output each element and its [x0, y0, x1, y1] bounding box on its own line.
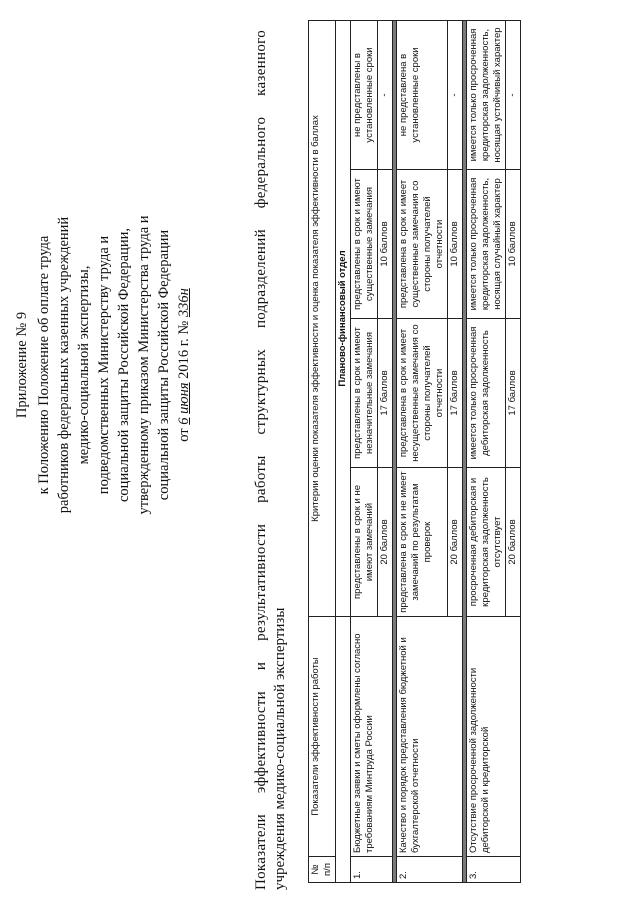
section-row: [336, 20, 351, 882]
appendix-line: медико-социальной экспертизы,: [76, 265, 92, 465]
criteria-cell: имеется только просроченная кредиторская задолженность, носящая случайный характер: [467, 170, 506, 319]
date-day: 6: [176, 417, 192, 425]
criteria-cell: имеется только просроченная кредиторская задолженность, носящая устойчивый характер: [467, 20, 506, 169]
score-cell: 10 баллов: [448, 170, 463, 319]
score-cell: 20 баллов: [506, 468, 521, 617]
appendix-line: социальной защиты Российской Федерации,: [116, 228, 132, 502]
criteria-cell: имеется только просроченная дебиторская задолженность: [467, 319, 506, 468]
score-cell: 10 баллов: [378, 170, 393, 319]
appendix-title: Приложение № 9: [14, 311, 30, 419]
heading-line-1: Показатели эффективности и результативности работы структурных подразделений федерального казенного: [253, 30, 269, 890]
score-cell: -: [506, 20, 521, 169]
row-number: 3.: [467, 857, 521, 883]
appendix-line: утвержденному приказом Министерства труда и: [136, 215, 152, 515]
score-cell: -: [448, 20, 463, 169]
heading-line-2: учреждения медико-социальной экспертизы: [272, 607, 288, 890]
criteria-cell: представлена в срок и не имеет замечаний по результатам проверок: [397, 468, 448, 617]
criteria-cell: не представлена в установленные сроки: [397, 20, 448, 169]
appendix-header: [12, 65, 194, 665]
appendix-line: подведомственных Министерству труда и: [96, 235, 112, 495]
document-heading: [252, 30, 290, 890]
date-prefix: от: [176, 428, 192, 442]
row-indicator: Бюджетные заявки и сметы оформлены согласно требованиям Минтруда России: [351, 617, 393, 857]
row-indicator: Отсутствие просроченной задолженности дебиторской и кредиторской: [467, 617, 521, 857]
appendix-date-line: [174, 65, 194, 665]
section-title: Планово-финансовый отдел: [336, 20, 351, 616]
col-number-header: № п/п: [309, 857, 336, 883]
criteria-cell: представлена в срок и имеет существенные замечания со стороны получателей отчетности: [397, 170, 448, 319]
table-header-row: [309, 20, 336, 882]
row-number: 1.: [351, 857, 393, 883]
date-month: июня: [176, 382, 192, 414]
score-cell: -: [378, 20, 393, 169]
score-cell: 20 баллов: [378, 468, 393, 617]
col-indicator-header: Показатели эффективности работы: [309, 617, 336, 857]
order-number: 336н: [176, 288, 192, 318]
criteria-cell: представлена в срок и имеет несущественные замечания со стороны получателей отчетности: [397, 319, 448, 468]
table-row: [351, 20, 378, 882]
row-indicator: Качество и порядок представления бюджетной и бухгалтерской отчетности: [397, 617, 463, 857]
kpi-table: [308, 20, 521, 883]
appendix-line: к Положению Положение об оплате труда: [36, 235, 52, 495]
appendix-line: работников федеральных казенных учреждений: [56, 216, 72, 514]
table-row: [467, 20, 506, 882]
col-criteria-header: Критерии оценки показателя эффективности и оценка показателя эффективности в баллах: [309, 20, 336, 616]
appendix-line: социальной защиты Российской Федерации: [156, 229, 172, 501]
score-cell: 20 баллов: [448, 468, 463, 617]
criteria-cell: просроченная дебиторская и кредиторская задолженность отсутствует: [467, 468, 506, 617]
score-cell: 17 баллов: [448, 319, 463, 468]
criteria-cell: не представлены в установленные сроки: [351, 20, 378, 169]
criteria-cell: представлены в срок и не имеют замечаний: [351, 468, 378, 617]
score-cell: 17 баллов: [506, 319, 521, 468]
table-row: [397, 20, 448, 882]
score-cell: 10 баллов: [506, 170, 521, 319]
row-number: 2.: [397, 857, 463, 883]
score-cell: 17 баллов: [378, 319, 393, 468]
date-year: 2016 г. №: [176, 320, 192, 379]
criteria-cell: представлены в срок и имеют существенные замечания: [351, 170, 378, 319]
criteria-cell: представлены в срок и имеют незначительные замечания: [351, 319, 378, 468]
